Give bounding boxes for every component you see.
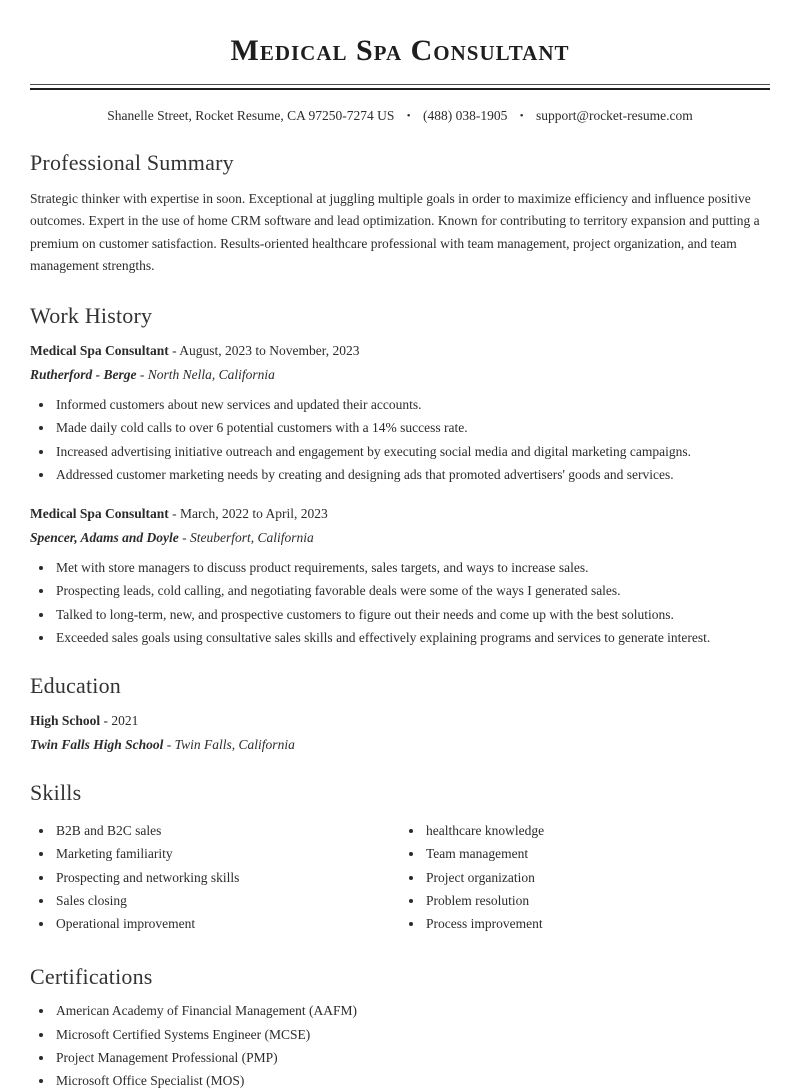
job-bullet: • Prospecting leads, cold calling, and negotiating favorable deals were some of the ways I generated sales. — [54, 582, 770, 600]
skills-column-right — [400, 822, 770, 938]
section-education — [30, 673, 770, 754]
certification-item: • American Academy of Financial Management (AAFM) — [54, 1002, 770, 1020]
education-degree: High School — [30, 713, 101, 729]
certifications-heading: Certifications — [30, 964, 153, 990]
job-bullet: • Exceeded sales goals using consultative sales skills and effectively explaining programs and services to generate interest. — [54, 629, 770, 647]
job-company-line — [30, 365, 770, 385]
professional-summary-heading: Professional Summary — [30, 150, 234, 175]
work-history-heading: Work History — [30, 303, 153, 329]
education-location: - Twin Falls, California — [163, 736, 295, 752]
contact-separator-dot: • — [519, 110, 524, 122]
education-entry — [30, 711, 770, 754]
header-divider — [30, 84, 770, 90]
job-dates: - March, 2022 to April, 2023 — [168, 506, 328, 522]
section-work-history — [30, 303, 770, 647]
section-professional-summary — [30, 150, 770, 277]
professional-summary-text: Strategic thinker with expertise in soon. Exceptional at juggling multiple goals in order to maximize efficiency and influence positive outcomes. Expert in the use of home CRM software and lead optimization. Known for contributing to territory expansion and putting a premium on customer satisfaction. Results-oriented healthcare professional with team management, project organization, and team management strengths. — [30, 191, 760, 273]
job-bullet: • Met with store managers to discuss product requirements, sales targets, and ways to increase sales. — [54, 559, 770, 577]
job-title-line — [30, 341, 770, 361]
section-certifications — [30, 964, 770, 1090]
section-skills — [30, 780, 770, 938]
skill-item: • Prospecting and networking skills — [54, 869, 400, 887]
job-location: - Steuberfort, California — [178, 529, 314, 545]
certifications-list — [30, 1002, 770, 1090]
job-bullet-list — [30, 396, 770, 484]
skills-heading: Skills — [30, 780, 82, 806]
education-degree-line — [30, 711, 770, 731]
contact-address: Shanelle Street, Rocket Resume, CA 97250-7274 US — [107, 108, 395, 123]
education-year: - 2021 — [100, 713, 139, 729]
skill-item: • Project organization — [424, 869, 770, 887]
job-bullet: • Addressed customer marketing needs by creating and designing ads that promoted advertisers' goods and services. — [54, 466, 770, 484]
resume-header — [30, 34, 770, 124]
job-title-line — [30, 504, 770, 524]
skills-columns — [30, 818, 770, 938]
job-bullet-list — [30, 559, 770, 647]
job-company: Spencer, Adams and Doyle — [30, 529, 179, 545]
skill-item: • healthcare knowledge — [424, 822, 770, 840]
education-heading: Education — [30, 673, 121, 699]
job-entry — [30, 341, 770, 484]
skills-column-left — [30, 822, 400, 938]
contact-line — [30, 108, 770, 124]
skill-item: • Sales closing — [54, 892, 400, 910]
skill-item: • Problem resolution — [424, 892, 770, 910]
skill-item: • Process improvement — [424, 915, 770, 933]
job-dates: - August, 2023 to November, 2023 — [168, 343, 360, 359]
job-company-line — [30, 528, 770, 548]
job-bullet: • Talked to long-term, new, and prospective customers to figure out their needs and come up with the best solutions. — [54, 606, 770, 624]
job-entry — [30, 504, 770, 647]
certification-item: • Microsoft Certified Systems Engineer (MCSE) — [54, 1026, 770, 1044]
job-bullet: • Made daily cold calls to over 6 potential customers with a 14% success rate. — [54, 419, 770, 437]
job-location: - North Nella, California — [136, 366, 275, 382]
education-school: Twin Falls High School — [30, 736, 164, 752]
skill-item: • Operational improvement — [54, 915, 400, 933]
resume-title: Medical Spa Consultant — [230, 34, 570, 67]
contact-email: support@rocket-resume.com — [536, 108, 693, 123]
contact-separator-dot: • — [406, 110, 411, 122]
job-title: Medical Spa Consultant — [30, 343, 169, 359]
certification-item: • Microsoft Office Specialist (MOS) — [54, 1072, 770, 1090]
job-bullet: • Informed customers about new services and updated their accounts. — [54, 396, 770, 414]
certification-item: • Project Management Professional (PMP) — [54, 1049, 770, 1067]
skill-item: • Marketing familiarity — [54, 845, 400, 863]
job-bullet: • Increased advertising initiative outreach and engagement by executing social media and digital marketing campaigns. — [54, 443, 770, 461]
skill-item: • Team management — [424, 845, 770, 863]
job-title: Medical Spa Consultant — [30, 506, 169, 522]
job-company: Rutherford - Berge — [30, 366, 137, 382]
contact-phone: (488) 038-1905 — [423, 108, 508, 123]
education-school-line — [30, 735, 770, 755]
skill-item: • B2B and B2C sales — [54, 822, 400, 840]
